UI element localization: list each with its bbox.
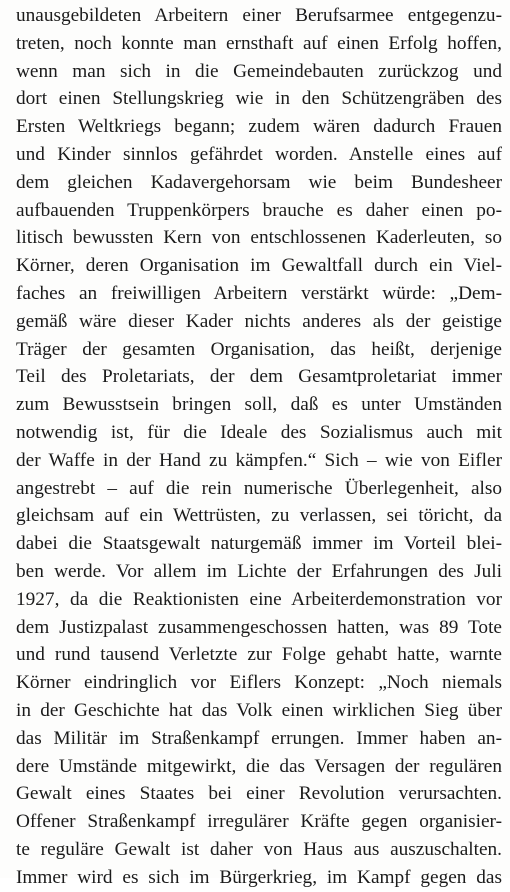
- text-line: Gewalt eines Staates bei einer Revolution verursachten.: [16, 783, 502, 805]
- text-line: faches an freiwilligen Arbeitern verstärkt würde: „Dem-: [16, 282, 502, 304]
- text-line: wenn man sich in die Gemeindebauten zurückzog und: [16, 60, 502, 82]
- text-line: dabei die Staatsgewalt naturgemäß immer im Vorteil blei-: [16, 533, 502, 555]
- text-line: Ersten Weltkriegs begann; zudem wären dadurch Frauen: [16, 116, 502, 138]
- text-line: in der Geschichte hat das Volk einen wirklichen Sieg über: [16, 699, 502, 721]
- text-line: dem Justizpalast zusammengeschossen hatten, was 89 Tote: [16, 616, 502, 638]
- text-line: Körner, deren Organisation im Gewaltfall durch ein Viel-: [16, 255, 502, 277]
- text-line: gleichsam auf ein Wettrüsten, zu verlassen, sei töricht, da: [16, 505, 502, 527]
- text-line: und Kinder sinnlos gefährdet worden. Anstelle eines auf: [16, 143, 502, 165]
- text-line: treten, noch konnte man ernsthaft auf einen Erfolg hoffen,: [16, 32, 502, 54]
- text-line: dort einen Stellungskrieg wie in den Schützengräben des: [16, 88, 502, 110]
- text-line: der Waffe in der Hand zu kämpfen.“ Sich – wie von Eifler: [16, 449, 502, 471]
- text-line: das Militär im Straßenkampf errungen. Immer haben an-: [16, 727, 502, 749]
- text-line: litisch bewussten Kern von entschlossenen Kaderleuten, so: [16, 227, 502, 249]
- text-line: Träger der gesamten Organisation, das heißt, derjenige: [16, 338, 502, 360]
- text-line: Teil des Proletariats, der dem Gesamtproletariat immer: [16, 366, 502, 388]
- text-line: dere Umstände mitgewirkt, die das Versagen der regulären: [16, 755, 502, 777]
- text-line: und rund tausend Verletzte zur Folge gehabt hatte, warnte: [16, 644, 502, 666]
- text-line: angestrebt – auf die rein numerische Überlegenheit, also: [16, 477, 502, 499]
- text-line: ben werde. Vor allem im Lichte der Erfahrungen des Juli: [16, 560, 502, 582]
- text-line: dem gleichen Kadavergehorsam wie beim Bundesheer: [16, 171, 502, 193]
- text-line: notwendig ist, für die Ideale des Sozialismus auch mit: [16, 421, 502, 443]
- text-line: aufbauenden Truppenkörpers brauche es daher einen po-: [16, 199, 502, 221]
- text-line: unausgebildeten Arbeitern einer Berufsarmee entgegenzu-: [16, 5, 502, 26]
- text-line: gemäß wäre dieser Kader nichts anderes als der geistige: [16, 310, 502, 332]
- text-line: Körner eindringlich vor Eiflers Konzept: „Noch niemals: [16, 672, 502, 694]
- text-line: zum Bewusstsein bringen soll, daß es unter Umständen: [16, 394, 502, 416]
- text-line: Offener Straßenkampf irregulärer Kräfte gegen organisier-: [16, 811, 502, 833]
- body-text: [16, 2, 502, 892]
- text-line: Immer wird es sich im Bürgerkrieg, im Kampf gegen das: [16, 866, 502, 888]
- text-line: 1927, da die Reaktionisten eine Arbeiterdemonstration vor: [16, 588, 502, 610]
- text-line: te reguläre Gewalt ist daher von Haus aus auszuschalten.: [16, 838, 502, 860]
